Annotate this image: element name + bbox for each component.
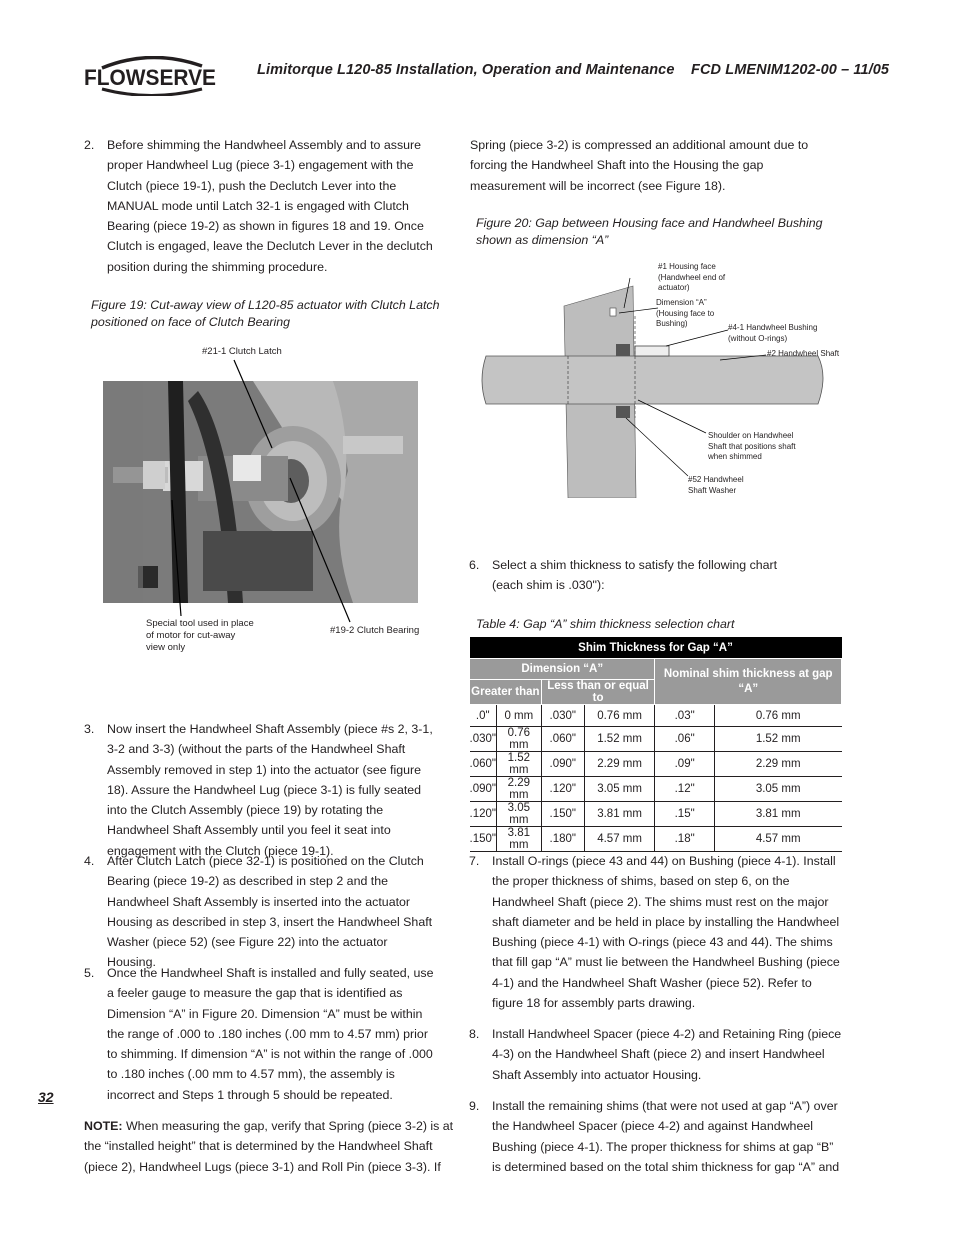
table-cell: 3.05 mm xyxy=(714,776,841,801)
table-cell: .180" xyxy=(541,826,584,851)
table-cell: 3.05 mm xyxy=(584,776,655,801)
nominal-shim-header: Nominal shim thickness at gap “A” xyxy=(655,659,842,705)
step-4: 4. After Clutch Latch (piece 32-1) is positioned on the Clutch Bearing (piece 19-2) as described in step 2 and the Handwheel Shaft Assembly is inserted into the actuator Housing as described in step 3, insert the Handwheel Shaft Washer (piece 52) (see Figure 22) into the actuator Housing. xyxy=(84,854,433,970)
figure-20-caption: Figure 20: Gap between Housing face and Handwheel Bushing shown as dimension “A” xyxy=(476,216,823,247)
table-cell: .060" xyxy=(541,726,584,751)
label-handwheel-bushing: #4-1 Handwheel Bushing (without O-rings) xyxy=(728,323,818,343)
table-cell: .120" xyxy=(470,801,497,826)
step-2: 2. Before shimming the Handwheel Assembly and to assure proper Handwheel Lug (piece 3-1) engagement with the Clutch (piece 19-1), push the Declutch Lever into the MANUAL mode until Latch 32-1 is engaged with Clutch Bearing (piece 19-2) as shown in figures 18 and 19. Once Clutch is engaged, leave the Declutch Lever in the declutch position during the shimming procedure. xyxy=(84,138,433,274)
table-cell: .150" xyxy=(470,826,497,851)
step-6: 6. Select a shim thickness to satisfy the following chart (each shim is .030"): xyxy=(469,558,778,593)
table-cell: 0.76 mm xyxy=(714,705,841,726)
table-cell: .03" xyxy=(655,705,714,726)
note-text: When measuring the gap, verify that Spring (piece 3-2) is at the “installed height” that is determined by the Handwheel Shaft (piece 2), Handwheel Lugs (piece 3-1) and Roll Pin (piece 3-3). If xyxy=(84,1119,454,1174)
table-cell: .150" xyxy=(541,801,584,826)
table-cell: 1.52 mm xyxy=(584,726,655,751)
table-body xyxy=(470,705,842,851)
label-shoulder: Shoulder on Handwheel Shaft that positions shaft when shimmed xyxy=(708,431,796,461)
step-3: 3. Now insert the Handwheel Shaft Assembly (piece #s 2, 3-1, 3-2 and 3-3) (without the parts of the Handwheel Shaft Assembly removed in step 1) into the actuator (see figure 18). Assure the Handwheel Lug (piece 3-1) is fully seated into the Clutch Assembly (piece 19) by rotating the Handwheel Shaft Assembly until you feel it seat into engagement with the Clutch (piece 19-1). xyxy=(84,722,433,858)
table-row xyxy=(470,751,842,776)
table-cell: .090" xyxy=(470,776,497,801)
page-number: 32 xyxy=(38,1089,54,1105)
table-row xyxy=(470,726,842,751)
table-cell: 3.81 mm xyxy=(714,801,841,826)
dimension-a-header: Dimension “A” xyxy=(470,659,655,680)
table-cell: .030" xyxy=(470,726,497,751)
table-cell: 1.52 mm xyxy=(496,751,541,776)
table-cell: .09" xyxy=(655,751,714,776)
table-row xyxy=(470,826,842,851)
table-row xyxy=(470,801,842,826)
step-5: 5. Once the Handwheel Shaft is installed and fully seated, use a feeler gauge to measure the gap that is identified as Dimension “A” in Figure 20. Dimension “A” must be within the range of .000 to .180 inches (.00 mm to 4.57 mm) prior to shimming. If dimension “A” is not within the range of .000 to .180 inches (.00 mm to 4.57 mm), the assembly is incorrect and Steps 1 through 5 should be repeated. xyxy=(84,966,434,1102)
table-cell: .120" xyxy=(541,776,584,801)
table-row xyxy=(470,705,842,726)
table-cell: .060" xyxy=(470,751,497,776)
shim-thickness-table xyxy=(469,637,842,852)
table-cell: 0 mm xyxy=(496,705,541,726)
table-cell: 2.29 mm xyxy=(496,776,541,801)
table-cell: 2.29 mm xyxy=(584,751,655,776)
page-header-title: Limitorque L120-85 Installation, Operation and Maintenance FCD LMENIM1202-00 – 11/05 xyxy=(257,62,890,78)
table-cell: 0.76 mm xyxy=(584,705,655,726)
table-title: Shim Thickness for Gap “A” xyxy=(470,637,842,659)
table-cell: 4.57 mm xyxy=(584,826,655,851)
step-9: 9. Install the remaining shims (that were not used at gap “A”) over the Handwheel Spacer (piece 4-2) and against Handwheel Bushing (piece 4-1). The proper thickness for shims at gap “B” is determined based on the total shim thickness for gap “A” and xyxy=(469,1099,840,1174)
table-cell: 3.81 mm xyxy=(496,826,541,851)
table-cell: .18" xyxy=(655,826,714,851)
figure-19-caption: Figure 19: Cut-away view of L120-85 actuator with Clutch Latch positioned on face of Clutch Bearing xyxy=(91,298,440,329)
table-cell: .0" xyxy=(470,705,497,726)
step-8: 8. Install Handwheel Spacer (piece 4-2) and Retaining Ring (piece 4-3) on the Handwheel Shaft (piece 2) and insert Handwheel Shaft Assembly into actuator Housing. xyxy=(469,1027,842,1082)
label-special-tool: Special tool used in place of motor for cut-away view only xyxy=(146,618,254,653)
table-cell: .090" xyxy=(541,751,584,776)
label-dimension-a: Dimension “A” (Housing face to Bushing) xyxy=(656,298,715,328)
note-label: NOTE: xyxy=(84,1119,123,1133)
less-than-header: Less than or equal to xyxy=(541,680,655,705)
table-row xyxy=(470,776,842,801)
table-cell: 0.76 mm xyxy=(496,726,541,751)
label-clutch-bearing: #19-2 Clutch Bearing xyxy=(330,625,420,636)
label-handwheel-shaft: #2 Handwheel Shaft xyxy=(767,349,840,358)
continuation-paragraph: Spring (piece 3-2) is compressed an additional amount due to forcing the Handwheel Shaft into the Housing the gap measurement will be incorrect (see Figure 18). xyxy=(470,138,809,193)
table-cell: .15" xyxy=(655,801,714,826)
table-cell: 1.52 mm xyxy=(714,726,841,751)
note-paragraph xyxy=(84,1116,454,1177)
table-cell: .12" xyxy=(655,776,714,801)
label-shaft-washer: #52 Handwheel Shaft Washer xyxy=(688,475,744,495)
label-clutch-latch: #21-1 Clutch Latch xyxy=(202,346,282,357)
label-housing-face: #1 Housing face (Handwheel end of actuator) xyxy=(658,262,726,292)
table-cell: 2.29 mm xyxy=(714,751,841,776)
greater-than-header: Greater than xyxy=(470,680,542,705)
table-cell: 4.57 mm xyxy=(714,826,841,851)
svg-text:FLOWSERVE: FLOWSERVE xyxy=(84,65,216,90)
table-cell: 3.05 mm xyxy=(496,801,541,826)
table-cell: .030" xyxy=(541,705,584,726)
table-cell: 3.81 mm xyxy=(584,801,655,826)
figure-19-photo xyxy=(103,381,418,603)
table-cell: .06" xyxy=(655,726,714,751)
table-4-caption: Table 4: Gap “A” shim thickness selection chart xyxy=(476,617,735,631)
flowserve-logo xyxy=(84,56,219,96)
step-7: 7. Install O-rings (piece 43 and 44) on Bushing (piece 4-1). Install the proper thickness of shims, based on step 6, on the Handwheel Shaft (piece 2). The shims must rest on the major shaft diameter and be held in place by installing the Handwheel Bushing (piece 4-1) with O-rings (piece 43 and 44). The shims that fill gap “A” must lie between the Handwheel Bushing (piece 4-1) and the Handwheel Shaft Washer (piece 52). Refer to figure 18 for assembly parts drawing. xyxy=(469,854,840,1011)
